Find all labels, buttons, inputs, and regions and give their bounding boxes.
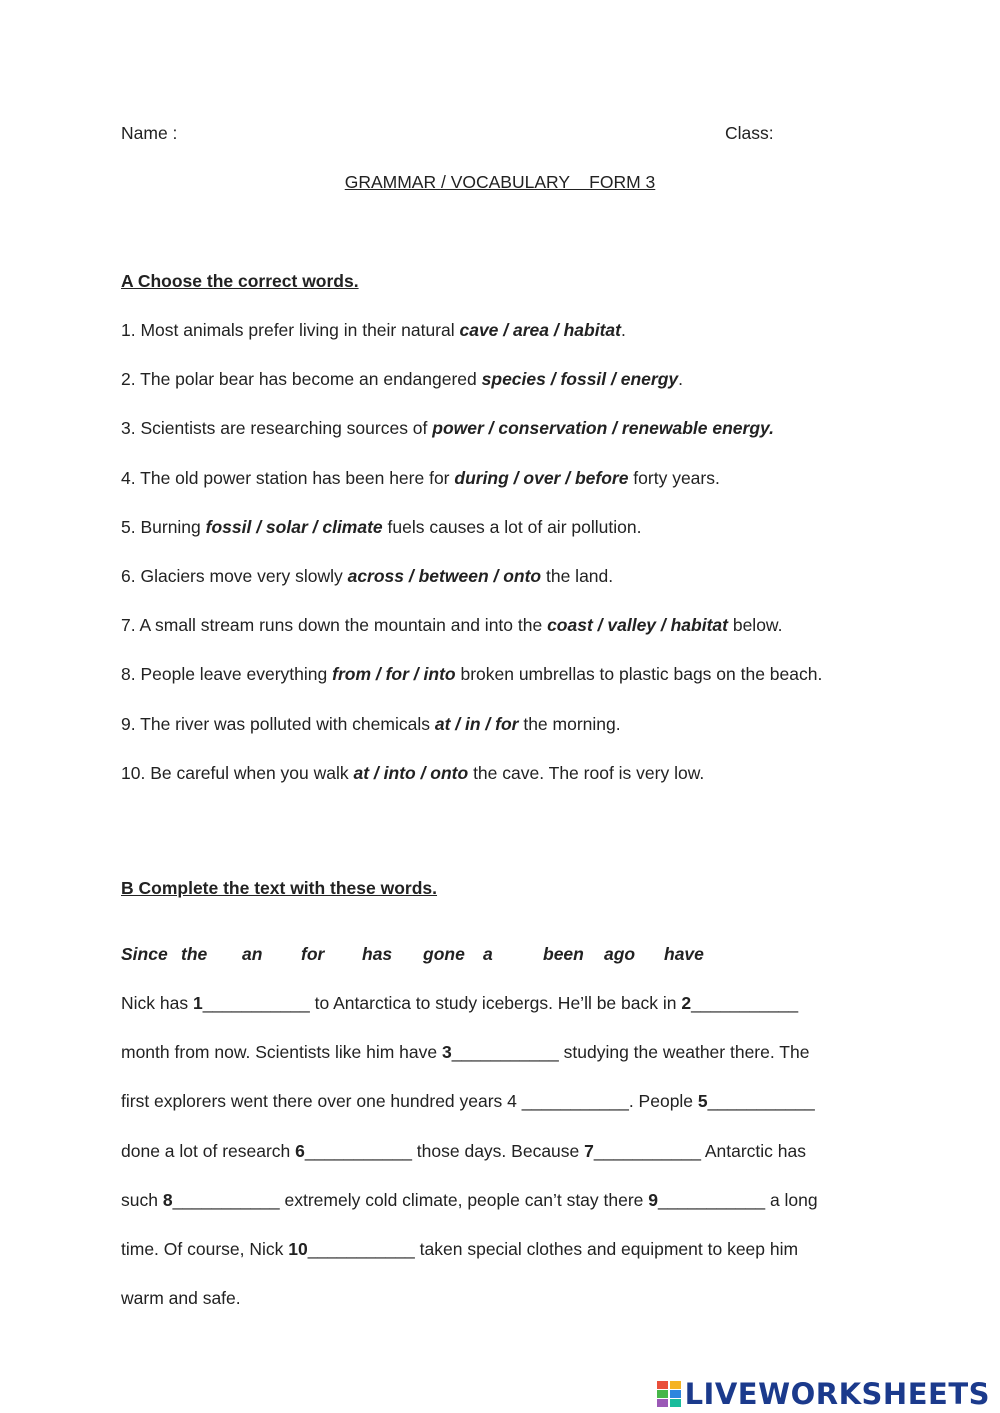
word-bank-item: has: [362, 944, 393, 964]
answer-options[interactable]: species / fossil / energy: [481, 369, 679, 389]
blank-number: 1: [192, 993, 203, 1013]
answer-blank[interactable]: ___________: [521, 1091, 629, 1111]
liveworksheets-logo: [657, 1378, 990, 1410]
answer-options[interactable]: power / conservation / renewable energy.: [432, 418, 774, 438]
passage-line: [121, 1042, 809, 1063]
question-text-end: .: [620, 320, 626, 340]
question-text-end: broken umbrellas to plastic bags on the beach.: [455, 664, 823, 684]
passage-text: Antarctic has: [700, 1141, 806, 1161]
word-bank-item: have: [664, 944, 704, 964]
answer-blank[interactable]: ___________: [691, 993, 799, 1013]
question-text-end: the morning.: [518, 714, 621, 734]
word-bank-item: ago: [604, 944, 636, 964]
answer-blank[interactable]: ___________: [172, 1190, 280, 1210]
question-text: 3. Scientists are researching sources of: [121, 418, 433, 438]
section-b-heading: B Complete the text with these words.: [121, 878, 438, 898]
blank-number: 9: [648, 1190, 659, 1210]
logo-text: LIVEWORKSHEETS: [684, 1377, 990, 1411]
answer-blank[interactable]: ___________: [202, 993, 310, 1013]
word-bank-item: a: [483, 944, 493, 964]
question-5: [121, 517, 641, 538]
question-4: [121, 468, 720, 489]
answer-options[interactable]: from / for / into: [332, 664, 456, 684]
answer-options[interactable]: across / between / onto: [347, 566, 542, 586]
word-bank-item: been: [543, 944, 584, 964]
passage-line: [121, 1141, 806, 1162]
answer-options[interactable]: coast / valley / habitat: [547, 615, 728, 635]
passage-line: [121, 1239, 798, 1260]
passage-text: first explorers went there over one hundred years 4: [121, 1091, 522, 1111]
word-bank-item: gone: [423, 944, 465, 964]
question-text: 4. The old power station has been here for: [121, 468, 455, 488]
question-text: 9. The river was polluted with chemicals: [121, 714, 435, 734]
passage-text: those days. Because: [411, 1141, 585, 1161]
page-title: GRAMMAR / VOCABULARY FORM 3: [344, 172, 656, 192]
question-text: 7. A small stream runs down the mountain and into the: [121, 615, 548, 635]
passage-text: studying the weather there. The: [558, 1042, 810, 1062]
blank-number: 2: [681, 993, 692, 1013]
passage-text: to Antarctica to study icebergs. He’ll be back in: [309, 993, 682, 1013]
logo-blocks-icon: [657, 1381, 681, 1407]
question-8: [121, 664, 822, 685]
answer-blank[interactable]: ___________: [304, 1141, 412, 1161]
blank-number: 7: [584, 1141, 594, 1161]
answer-blank[interactable]: ___________: [307, 1239, 415, 1259]
passage-line: [121, 993, 798, 1014]
question-9: [121, 714, 621, 735]
passage-text: . People: [628, 1091, 698, 1111]
word-bank-item: for: [301, 944, 325, 964]
section-a-heading: A Choose the correct words.: [121, 271, 359, 291]
passage-text: a long: [765, 1190, 818, 1210]
name-label: Name :: [121, 123, 178, 143]
passage-text: taken special clothes and equipment to keep him: [414, 1239, 799, 1259]
passage-text: extremely cold climate, people can’t stay there: [279, 1190, 649, 1210]
class-label: Class:: [725, 123, 774, 143]
question-1: [121, 320, 626, 341]
question-text: 8. People leave everything: [121, 664, 333, 684]
passage-text: time. Of course, Nick: [121, 1239, 289, 1259]
question-6: [121, 566, 613, 587]
answer-options[interactable]: at / in / for: [434, 714, 519, 734]
question-text: 2. The polar bear has become an endangered: [121, 369, 482, 389]
passage-text: month from now. Scientists like him have: [121, 1042, 442, 1062]
question-text-end: .: [678, 369, 683, 389]
answer-options[interactable]: at / into / onto: [353, 763, 469, 783]
question-text-end: the cave. The roof is very low.: [468, 763, 705, 783]
question-text-end: below.: [727, 615, 783, 635]
passage-line: [121, 1190, 818, 1211]
answer-blank[interactable]: ___________: [593, 1141, 701, 1161]
answer-options[interactable]: fossil / solar / climate: [205, 517, 383, 537]
answer-options[interactable]: during / over / before: [454, 468, 629, 488]
question-text-end: forty years.: [628, 468, 720, 488]
passage-line: [121, 1091, 815, 1112]
question-text-end: the land.: [541, 566, 614, 586]
question-text: 5. Burning: [121, 517, 206, 537]
question-text: 6. Glaciers move very slowly: [121, 566, 348, 586]
question-text-end: fuels causes a lot of air pollution.: [382, 517, 642, 537]
answer-blank[interactable]: ___________: [707, 1091, 815, 1111]
blank-number: 3: [441, 1042, 452, 1062]
question-3: [121, 418, 774, 439]
question-text: 10. Be careful when you walk: [121, 763, 354, 783]
word-bank-item: the: [181, 944, 208, 964]
answer-blank[interactable]: ___________: [451, 1042, 559, 1062]
passage-line: [121, 1288, 241, 1309]
word-bank-item: an: [242, 944, 263, 964]
word-bank-item: Since: [121, 944, 168, 964]
passage-text: Nick has: [121, 993, 193, 1013]
blank-number: 8: [162, 1190, 173, 1210]
blank-number: 6: [295, 1141, 305, 1161]
passage-text: warm and safe.: [121, 1288, 241, 1308]
question-2: [121, 369, 683, 390]
question-7: [121, 615, 782, 636]
blank-number: 5: [697, 1091, 708, 1111]
passage-text: done a lot of research: [121, 1141, 296, 1161]
answer-options[interactable]: cave / area / habitat: [459, 320, 621, 340]
blank-number: 10: [288, 1239, 308, 1259]
question-text: 1. Most animals prefer living in their natural: [121, 320, 460, 340]
answer-blank[interactable]: ___________: [658, 1190, 766, 1210]
passage-text: such: [121, 1190, 163, 1210]
question-10: [121, 763, 704, 784]
